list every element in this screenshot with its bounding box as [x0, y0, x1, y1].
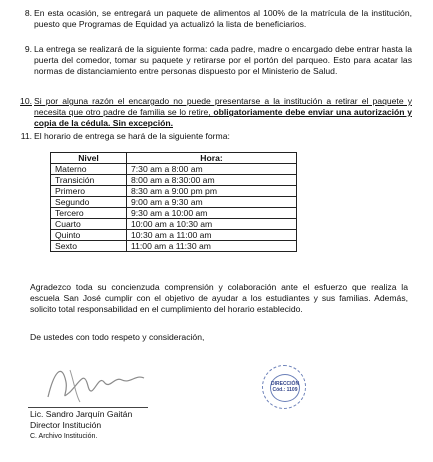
seal-line-1: DIRECCIÓN	[271, 381, 300, 387]
level-cell: Materno	[51, 164, 127, 175]
item-text: En esta ocasión, se entregará un paquete de alimentos al 100% de la matrícula de la institución, puesto que Programas de Equidad ya actualizó la lista de beneficiarios.	[34, 8, 412, 29]
time-cell: 11:00 am a 11:30 am	[127, 241, 297, 252]
item-number: 11.	[20, 131, 32, 141]
item-text: El horario de entrega se hará de la siguiente forma:	[34, 131, 230, 141]
level-cell: Quinto	[51, 230, 127, 241]
time-cell: 9:00 am a 9:30 am	[127, 197, 297, 208]
level-cell: Sexto	[51, 241, 127, 252]
item-text-plain: Si por alguna razón el encargado no puede presentarse a la institución a retirar el paquete y necesita que otro padre de familia se lo retire,	[34, 96, 412, 117]
item-number: 10.	[20, 96, 32, 106]
seal-line-2: Cód.: 1109	[272, 387, 298, 393]
table-row	[51, 241, 297, 252]
signature-line	[28, 407, 148, 408]
item-number: 8.	[24, 8, 32, 18]
table-row	[51, 219, 297, 230]
level-cell: Tercero	[51, 208, 127, 219]
level-cell: Transición	[51, 175, 127, 186]
level-cell: Primero	[51, 186, 127, 197]
table-row	[51, 208, 297, 219]
item-text: La entrega se realizará de la siguiente forma: cada padre, madre o encargado debe entrar hasta la puerta del comedor, tomar su paquete y retirarse por el portón del parqueo. Esto para acatar las normas de distanciamiento entre personas dispuesto por el Ministerio de Salud.	[34, 44, 412, 76]
level-cell: Segundo	[51, 197, 127, 208]
item-text-bold: obligatoriamente debe enviar una autorización y copia de la cédula. Sin excepción.	[34, 107, 412, 128]
signatory-title: Director Institución	[30, 420, 102, 430]
time-cell: 9:30 am a 10:00 am	[127, 208, 297, 219]
seal-text	[270, 374, 300, 402]
item-text	[34, 96, 412, 129]
schedule-table	[50, 152, 297, 252]
time-cell: 8:00 am a 8:30:00 am	[127, 175, 297, 186]
table-row	[51, 186, 297, 197]
item-8	[12, 8, 412, 42]
copy-notice: C. Archivo Institución.	[30, 433, 98, 440]
table-row	[51, 164, 297, 175]
level-cell: Cuarto	[51, 219, 127, 230]
official-seal	[262, 365, 306, 409]
table-row	[51, 197, 297, 208]
regards-line: De ustedes con todo respeto y consideración,	[30, 332, 205, 342]
time-cell: 8:30 am a 9:00 pm pm	[127, 186, 297, 197]
header-hora: Hora:	[127, 153, 297, 164]
time-cell: 7:30 am a 8:00 am	[127, 164, 297, 175]
time-cell: 10:00 am a 10:30 am	[127, 219, 297, 230]
closing-paragraph: Agradezco toda su concienzuda comprensión y colaboración ante el esfuerzo que realiza la escuela San José cumplir con el objetivo de ayudar a los estudiantes y sus familias. Además, solicito total responsabilidad en el cumplimiento del horario establecido.	[30, 282, 408, 314]
signatory-name: Lic. Sandro Jarquín Gaitán	[30, 409, 133, 419]
item-number: 9.	[24, 44, 32, 54]
table-row	[51, 230, 297, 241]
item-10	[12, 96, 412, 130]
table-row	[51, 175, 297, 186]
item-9	[12, 44, 412, 90]
header-nivel: Nivel	[51, 153, 127, 164]
item-11	[12, 131, 412, 143]
handwritten-signature	[40, 352, 150, 407]
time-cell: 10:30 am a 11:00 am	[127, 230, 297, 241]
table-header-row	[51, 153, 297, 164]
